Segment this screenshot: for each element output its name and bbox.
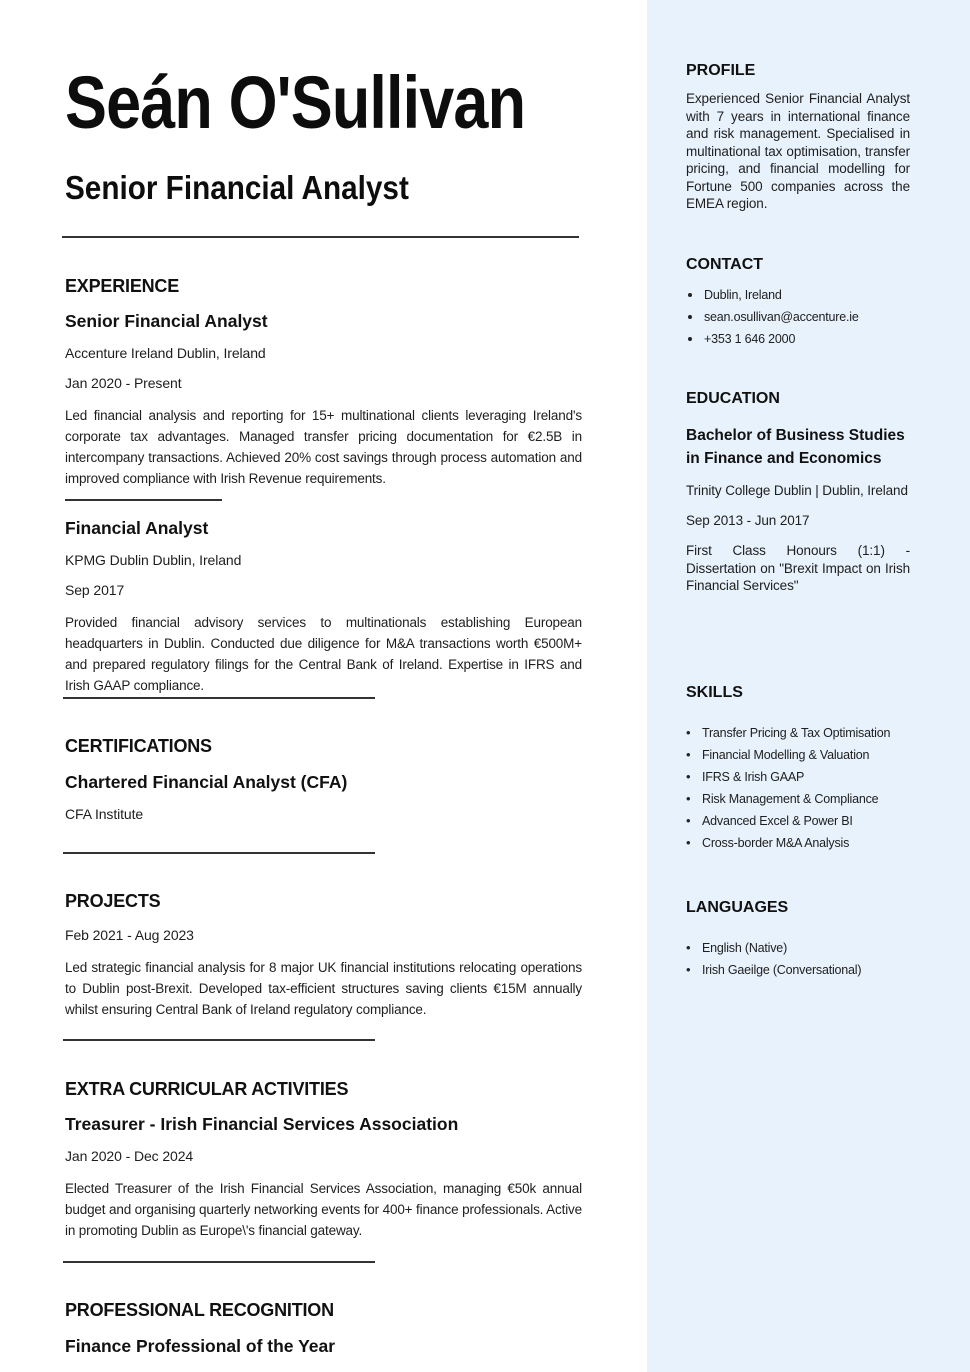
skill-text: Advanced Excel & Power BI — [702, 814, 853, 828]
sidebar — [647, 0, 970, 1372]
job-title: Financial Analyst — [65, 518, 209, 538]
project-description: Led strategic financial analysis for 8 major UK financial institutions relocating operations to Dublin post-Brexit. Developed tax-efficient structures saving clients €15M annually whilst ensuring Central Bank of Ireland regulatory compliance. — [65, 960, 582, 1017]
contact-phone-text: +353 1 646 2000 — [704, 332, 796, 346]
bullet-dot-icon — [688, 315, 692, 319]
job-dates: Jan 2020 - Present — [65, 375, 182, 391]
languages-list — [686, 937, 910, 981]
job-company: Accenture Ireland Dublin, Ireland — [65, 345, 266, 361]
bullet-icon: • — [686, 791, 691, 806]
extracurricular-title: Treasurer - Irish Financial Services Association — [65, 1114, 459, 1134]
skill-item — [686, 744, 910, 766]
education-heading: EDUCATION — [686, 390, 780, 407]
job-description: Provided financial advisory services to multinationals establishing European headquarters in Dublin. Conducted due diligence for M&A transactions worth €500M+ and prepared regulatory filings for the Central Bank of Ireland. Expertise in IFRS and Irish GAAP compliance. — [65, 615, 582, 693]
skill-item — [686, 788, 910, 810]
job-description: Led financial analysis and reporting for 15+ multinational clients leveraging Ireland's corporate tax advantages. Managed transfer pricing documentation for €2.5B in intercompany transactions. Achieved 20% cost savings through process automation and improved compliance with Irish Revenue requirements. — [65, 408, 582, 486]
skill-item — [686, 810, 910, 832]
job-title: Senior Financial Analyst — [65, 311, 268, 331]
section-divider — [63, 1261, 375, 1263]
skill-text: Transfer Pricing & Tax Optimisation — [702, 726, 891, 740]
extracurricular-description: Elected Treasurer of the Irish Financial Services Association, managing €50k annual budget and organising quarterly networking events for 400+ finance professionals. Active in promoting Dublin as Europe\'s financial gateway. — [65, 1181, 583, 1238]
skills-heading: SKILLS — [686, 684, 743, 701]
profile-heading: PROFILE — [686, 62, 756, 79]
experience-entry — [65, 518, 582, 696]
certification-issuer: CFA Institute — [65, 806, 144, 822]
education-section — [686, 390, 910, 595]
section-divider — [63, 697, 375, 699]
skill-text: Financial Modelling & Valuation — [702, 748, 870, 762]
projects-section — [65, 891, 582, 1020]
recognition-section — [65, 1300, 582, 1356]
skills-section — [686, 684, 910, 854]
job-company: KPMG Dublin Dublin, Ireland — [65, 552, 242, 568]
education-details: First Class Honours (1:1) - Dissertation on "Brexit Impact on Irish Financial Services" — [686, 543, 910, 593]
bullet-icon: • — [686, 962, 691, 977]
skill-text: Cross-border M&A Analysis — [702, 836, 850, 850]
projects-heading: PROJECTS — [65, 891, 161, 911]
contact-item-phone — [686, 328, 910, 350]
experience-heading: EXPERIENCE — [65, 276, 180, 296]
contact-heading: CONTACT — [686, 256, 764, 273]
language-item — [686, 959, 910, 981]
main-column — [65, 0, 582, 1372]
certifications-heading: CERTIFICATIONS — [65, 736, 212, 756]
skills-list — [686, 722, 910, 854]
profile-section — [686, 62, 910, 213]
skill-item — [686, 832, 910, 854]
bullet-dot-icon — [688, 293, 692, 297]
header-divider — [62, 236, 579, 238]
contact-section — [686, 256, 910, 350]
job-dates: Sep 2017 — [65, 582, 125, 598]
bullet-icon: • — [686, 747, 691, 762]
recognition-title: Finance Professional of the Year — [65, 1336, 336, 1356]
contact-email-text: sean.osullivan@accenture.ie — [704, 310, 859, 324]
skill-text: Risk Management & Compliance — [702, 792, 879, 806]
experience-section — [65, 276, 582, 501]
contact-list — [686, 284, 910, 350]
certification-title: Chartered Financial Analyst (CFA) — [65, 772, 348, 792]
education-degree: Bachelor of Business Studies in Finance and Economics — [686, 427, 905, 467]
bullet-icon: • — [686, 835, 691, 850]
contact-item-email — [686, 306, 910, 328]
contact-item-location — [686, 284, 910, 306]
language-text: English (Native) — [702, 941, 788, 955]
education-school: Trinity College Dublin | Dublin, Ireland — [686, 483, 908, 498]
bullet-icon: • — [686, 769, 691, 784]
bullet-icon: • — [686, 813, 691, 828]
extracurricular-dates: Jan 2020 - Dec 2024 — [65, 1148, 194, 1164]
certifications-section — [65, 736, 582, 822]
bullet-icon: • — [686, 940, 691, 955]
skill-item — [686, 766, 910, 788]
person-job-title: Senior Financial Analyst — [65, 169, 409, 206]
job-divider — [65, 499, 222, 501]
recognition-heading: PROFESSIONAL RECOGNITION — [65, 1300, 334, 1320]
person-name: Seán O'Sullivan — [65, 61, 526, 144]
education-dates: Sep 2013 - Jun 2017 — [686, 513, 810, 528]
project-dates: Feb 2021 - Aug 2023 — [65, 927, 194, 943]
section-divider — [63, 1039, 375, 1041]
language-text: Irish Gaeilge (Conversational) — [702, 963, 862, 977]
section-divider — [63, 852, 375, 854]
extracurricular-section — [65, 1079, 582, 1241]
bullet-dot-icon — [688, 337, 692, 341]
profile-text: Experienced Senior Financial Analyst with 7 years in international finance and risk management. Specialised in multinational tax optimisation, transfer pricing, and financial modelling for Fortune 500 companies across the EMEA region. — [686, 91, 910, 211]
skill-item — [686, 722, 910, 744]
bullet-icon: • — [686, 725, 691, 740]
languages-section — [686, 899, 910, 981]
language-item — [686, 937, 910, 959]
languages-heading: LANGUAGES — [686, 899, 789, 916]
extracurricular-heading: EXTRA CURRICULAR ACTIVITIES — [65, 1079, 349, 1099]
skill-text: IFRS & Irish GAAP — [702, 770, 805, 784]
contact-location-text: Dublin, Ireland — [704, 288, 782, 302]
